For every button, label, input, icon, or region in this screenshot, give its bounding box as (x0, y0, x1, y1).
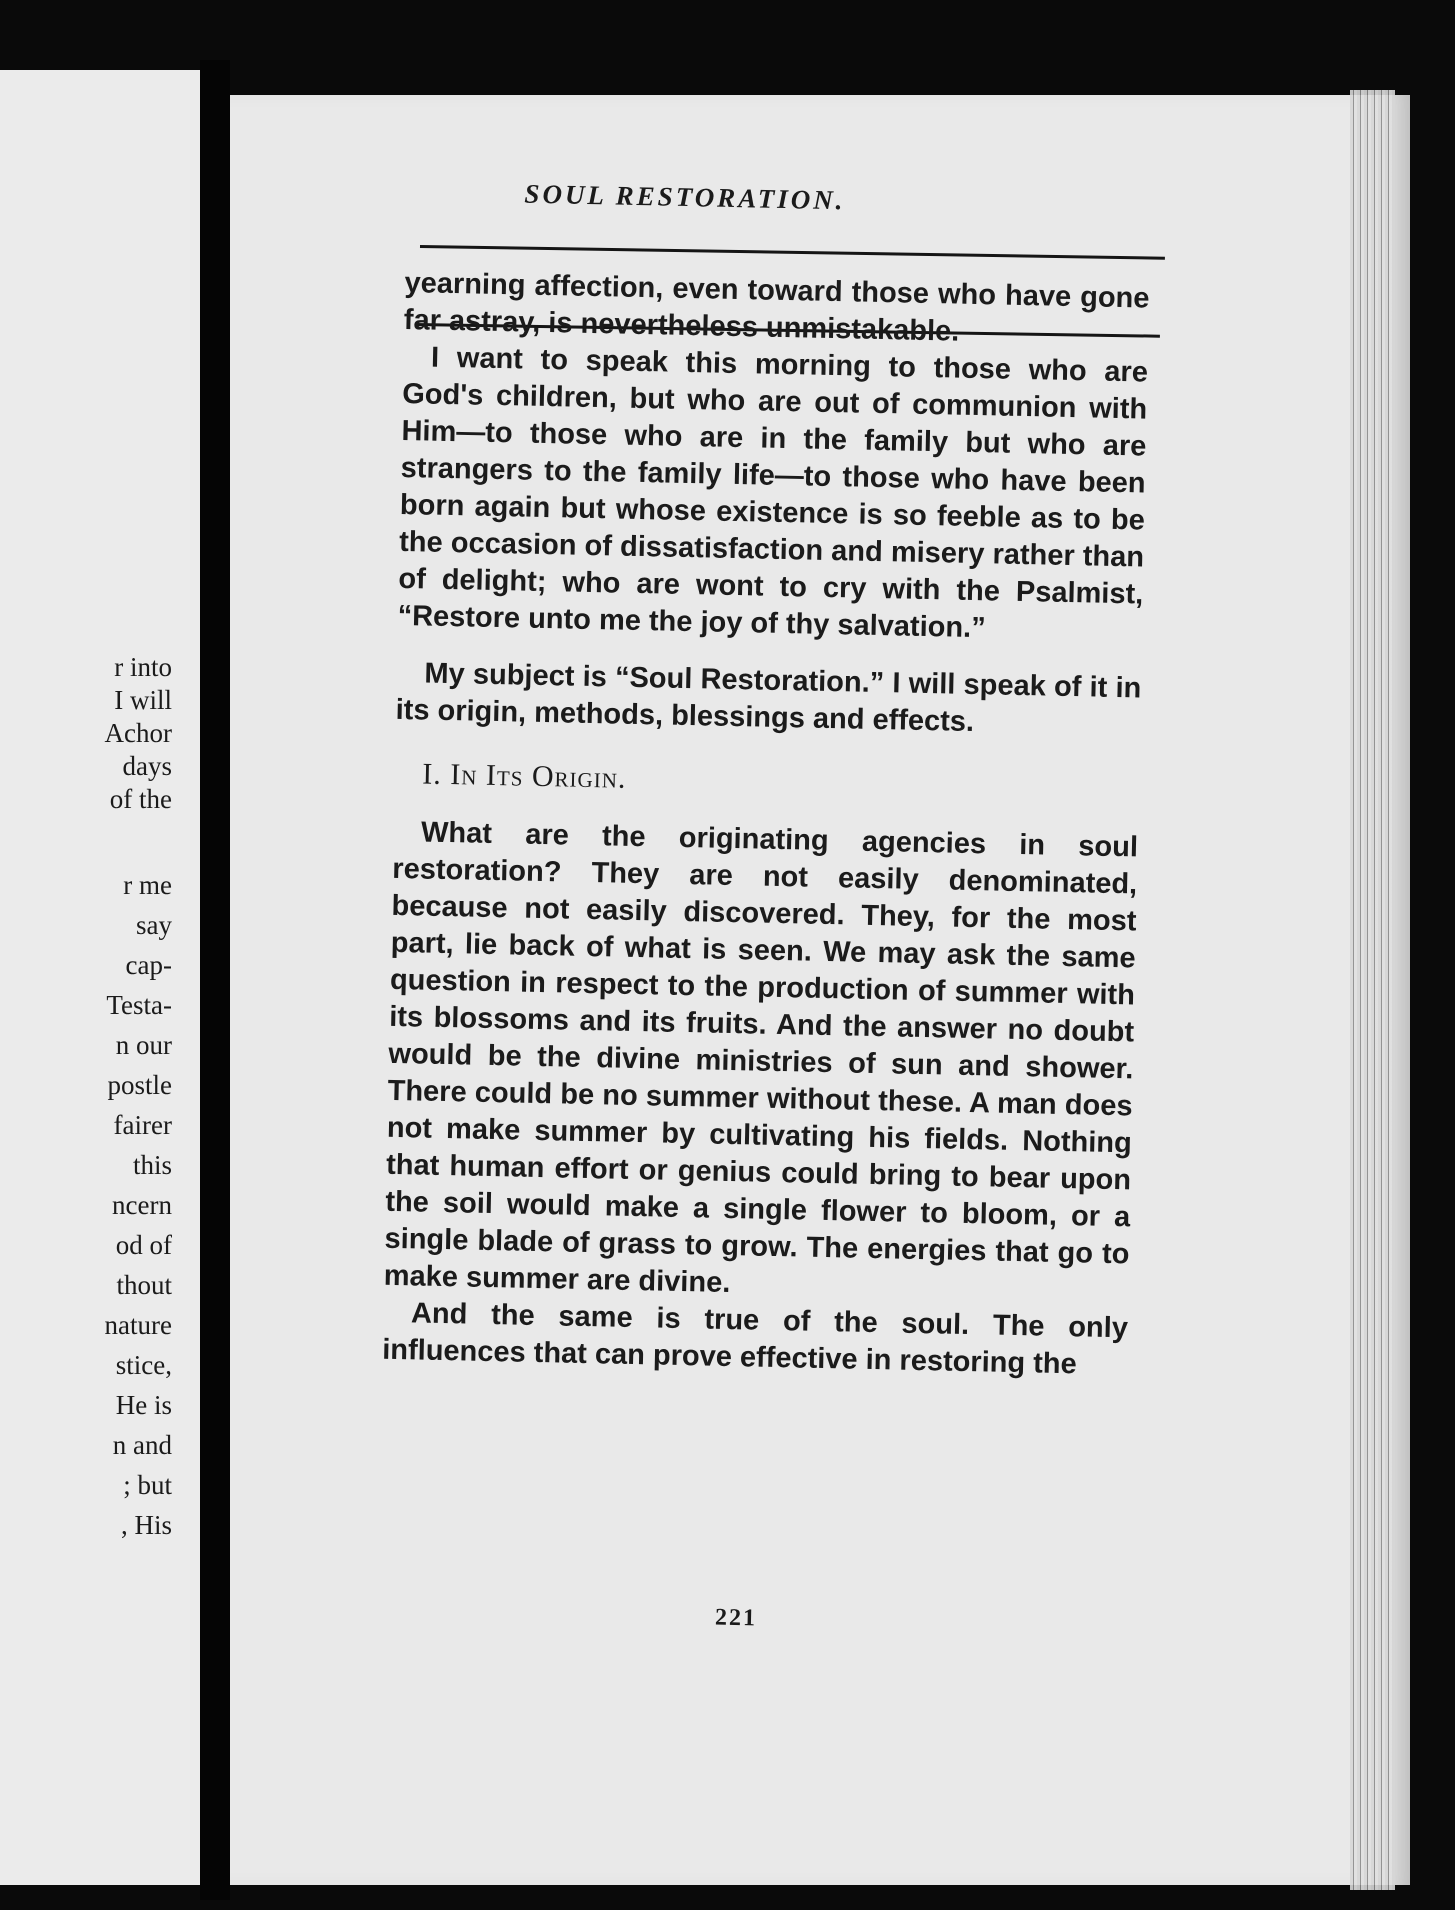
left-page-line: n our (115, 1030, 172, 1060)
left-facing-page (0, 70, 200, 1885)
section-heading: I. In Its Origin. (421, 757, 627, 795)
paragraph: And the same is true of the soul. The only influences that can prove effective in restoring the (381, 1297, 1129, 1381)
paragraph: My subject is “Soul Restoration.” I will speak of it in its origin, methods, blessings and effects. (395, 657, 1142, 739)
left-page-line: n and (112, 1430, 172, 1460)
left-page-line: days (122, 751, 172, 781)
left-page-line: thout (116, 1270, 172, 1300)
left-page-line: fairer (113, 1110, 172, 1140)
left-page-line: cap- (125, 950, 172, 980)
left-page-line: He is (115, 1390, 172, 1420)
running-head: SOUL RESTORATION. (524, 178, 846, 216)
left-page-line: r me (123, 870, 172, 900)
left-page-line: say (136, 910, 172, 940)
left-page-line: od of (115, 1230, 172, 1260)
left-page-line: Testa- (106, 990, 172, 1020)
left-page-line: this (132, 1150, 172, 1180)
page-number: 221 (714, 1604, 758, 1632)
left-page-line: , His (120, 1510, 172, 1540)
left-page-line: of the (109, 784, 172, 814)
left-page-line: r into (114, 652, 172, 682)
paragraph: What are the originating agencies in soul restoration? They are not easily denominated, because not easily discovered. They, for the most part, lie back of what is seen. We may ask the same question in respect to the production of summer with its blossoms and its fruits. And the answer no doubt would be the divine ministries of sun and shower. There could be no summer without these. A man does not make summer by cultivating his fields. Nothing that human effort or genius could bring to bear upon the soil would make a single flower to bloom, or a single blade of grass to grow. The energies that go to make summer are divine. (383, 816, 1139, 1300)
left-page-line: ; but (123, 1470, 172, 1500)
paragraph: I want to speak this morning to those who are God's children, but who are out of communion with Him—to those who are in the family but who are strangers to the family life—to those who have been born again but whose existence is so feeble as to be the occasion of dissatisfaction and misery rather than of delight; who are wont to cry with the Psalmist, “Restore unto me the joy of thy salvation.” (397, 341, 1149, 645)
left-page-line: stice, (115, 1350, 172, 1380)
page-edge (1350, 90, 1395, 1890)
paragraph-continued: yearning affection, even toward those who have gone far astray, is nevertheless unmistakable. (403, 266, 1150, 348)
left-page-line: ncern (112, 1190, 172, 1220)
left-page-line: I will (114, 685, 172, 715)
body-text (382, 265, 1150, 1384)
left-page-line: Achor (104, 718, 172, 748)
left-page-line: nature (104, 1310, 172, 1340)
left-page-line: postle (107, 1070, 172, 1100)
book-gutter (200, 60, 230, 1900)
